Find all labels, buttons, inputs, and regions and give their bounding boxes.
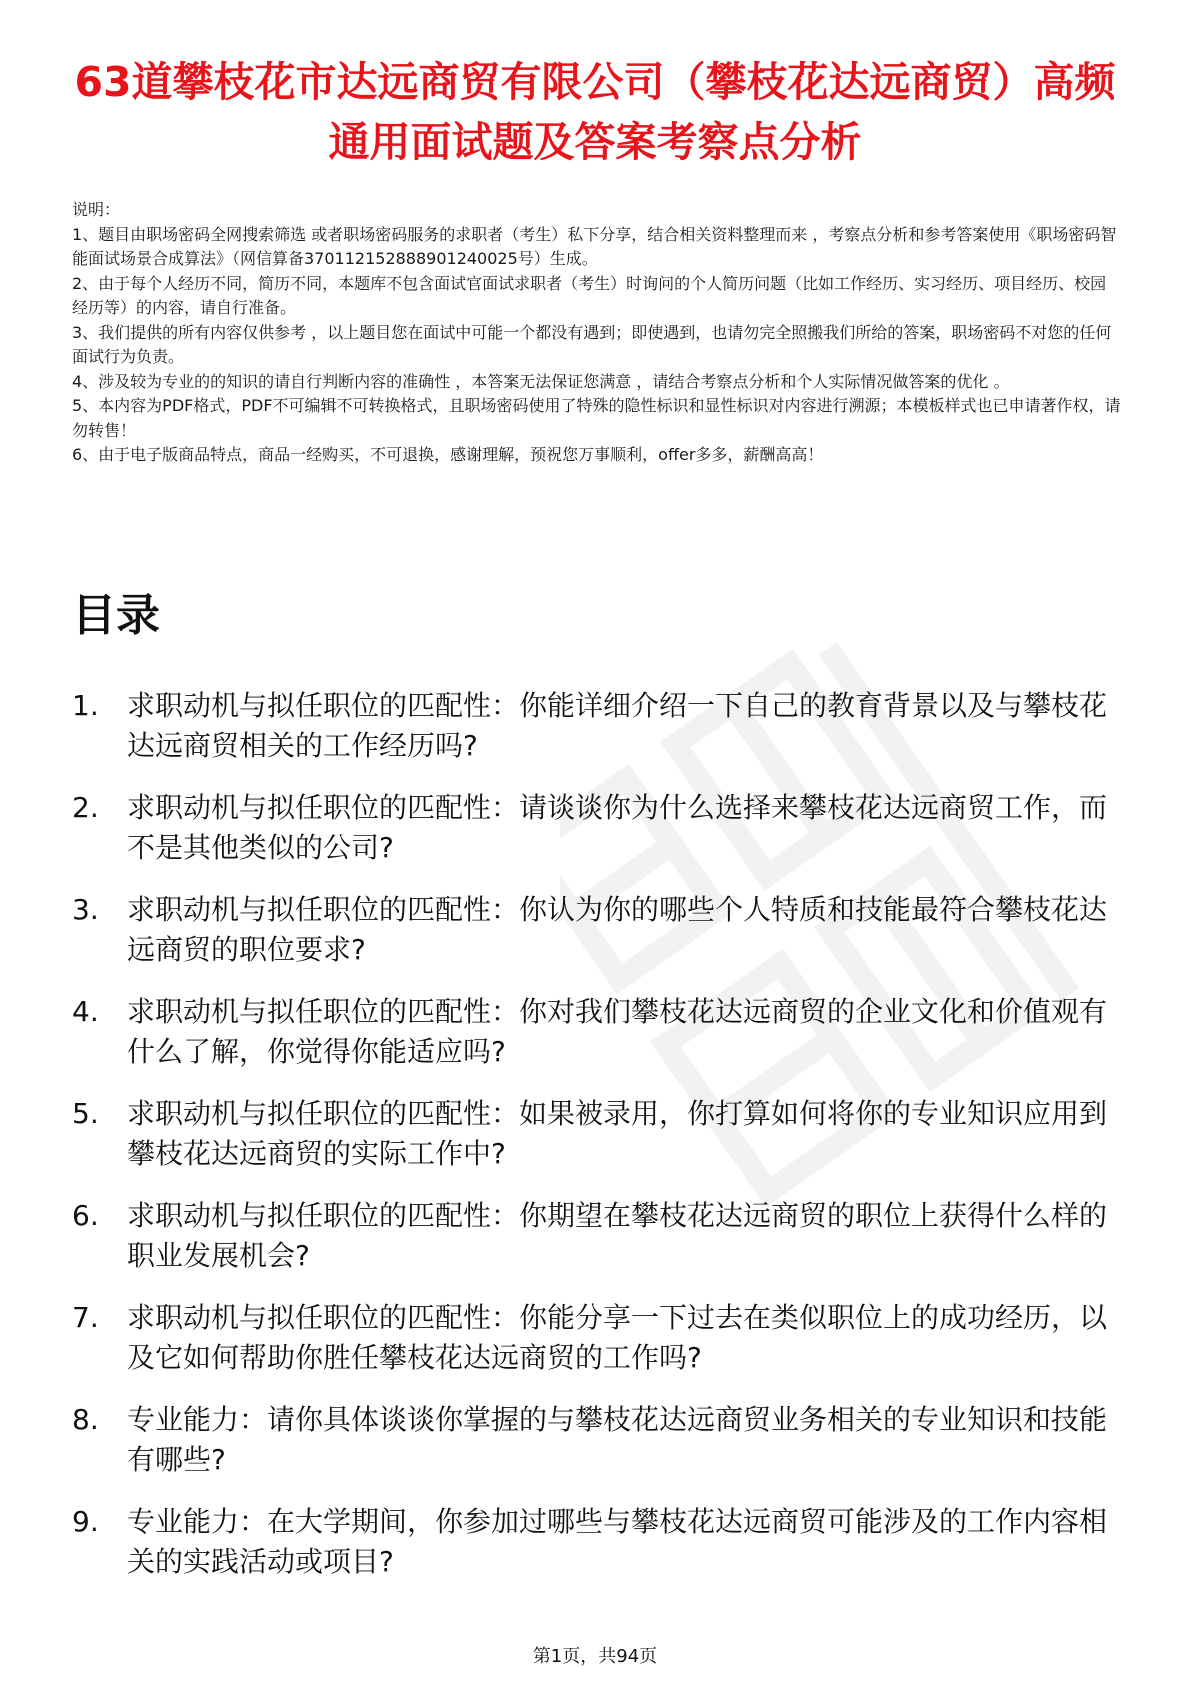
- note-item: 3、我们提供的所有内容仅供参考 ，以上题目您在面试中可能一个都没有遇到；即使遇到，也请勿完全照搬我们所给的答案，职场密码不对您的任何面试行为负责。: [72, 322, 1112, 366]
- toc-item-number: 8.: [72, 1403, 99, 1436]
- toc-item-text: 求职动机与拟任职位的匹配性：你对我们攀枝花达远商贸的企业文化和价值观有什么了解，你觉得你能适应吗?: [127, 995, 1108, 1068]
- toc-item-text: 求职动机与拟任职位的匹配性：你期望在攀枝花达远商贸的职位上获得什么样的职业发展机会?: [127, 1199, 1108, 1272]
- toc-item-number: 2.: [72, 791, 99, 824]
- notes-label: 说明：: [72, 200, 121, 219]
- toc-item[interactable]: [72, 788, 1122, 868]
- page-footer: 第1页，共94页: [532, 1646, 658, 1667]
- toc-item-text: 求职动机与拟任职位的匹配性：你能详细介绍一下自己的教育背景以及与攀枝花达远商贸相关的工作经历吗?: [127, 689, 1108, 762]
- toc-item-text: 求职动机与拟任职位的匹配性：如果被录用，你打算如何将你的专业知识应用到攀枝花达远商贸的实际工作中?: [127, 1097, 1108, 1170]
- note-item: 2、由于每个人经历不同，简历不同，本题库不包含面试官面试求职者（考生）时询问的个人简历问题（比如工作经历、实习经历、项目经历、校园经历等）的内容，请自行准备。: [72, 273, 1107, 317]
- toc-item-text: 专业能力：请你具体谈谈你掌握的与攀枝花达远商贸业务相关的专业知识和技能有哪些?: [127, 1403, 1108, 1476]
- toc-list: [72, 686, 1122, 1604]
- notes-section: [72, 198, 1122, 468]
- toc-item[interactable]: [72, 1400, 1122, 1480]
- note-item: 5、本内容为PDF格式，PDF不可编辑不可转换格式，且职场密码使用了特殊的隐性标识和显性标识对内容进行溯源；本模板样式也已申请著作权，请勿转售！: [72, 396, 1121, 440]
- note-item: 1、题目由职场密码全网搜索筛选 或者职场密码服务的求职者（考生）私下分享，结合相关资料整理而来 ，考察点分析和参考答案使用《职场密码智能面试场景合成算法》（网信算备370112152888901240025号）生成。: [72, 224, 1117, 268]
- toc-item-number: 9.: [72, 1505, 99, 1538]
- toc-item[interactable]: [72, 992, 1122, 1072]
- toc-item[interactable]: [72, 890, 1122, 970]
- toc-item-number: 7.: [72, 1301, 99, 1334]
- toc-item[interactable]: [72, 1196, 1122, 1276]
- toc-item[interactable]: [72, 1094, 1122, 1174]
- toc-item-text: 求职动机与拟任职位的匹配性：请谈谈你为什么选择来攀枝花达远商贸工作，而不是其他类似的公司?: [127, 791, 1108, 864]
- toc-item[interactable]: [72, 1298, 1122, 1378]
- toc-heading: 目录: [72, 590, 160, 641]
- note-item: 6、由于电子版商品特点，商品一经购买，不可退换，感谢理解，预祝您万事顺利，offer多多，薪酬高高！: [72, 445, 824, 464]
- toc-item-text: 专业能力：在大学期间，你参加过哪些与攀枝花达远商贸可能涉及的工作内容相关的实践活动或项目?: [127, 1505, 1108, 1578]
- toc-item-number: 4.: [72, 995, 99, 1028]
- toc-item-number: 6.: [72, 1199, 99, 1232]
- note-item: 4、涉及较为专业的的知识的请自行判断内容的准确性 ，本答案无法保证您满意 ，请结合考察点分析和个人实际情况做答案的优化 。: [72, 371, 1010, 391]
- toc-item[interactable]: [72, 1502, 1122, 1582]
- toc-item-text: 求职动机与拟任职位的匹配性：你认为你的哪些个人特质和技能最符合攀枝花达远商贸的职位要求?: [127, 893, 1108, 966]
- toc-item[interactable]: [72, 686, 1122, 766]
- toc-item-number: 1.: [72, 689, 99, 722]
- toc-item-text: 求职动机与拟任职位的匹配性：你能分享一下过去在类似职位上的成功经历，以及它如何帮助你胜任攀枝花达远商贸的工作吗?: [127, 1301, 1108, 1374]
- document-title: 63道攀枝花市达远商贸有限公司（攀枝花达远商贸）高频通用面试题及答案考察点分析: [74, 58, 1116, 166]
- toc-item-number: 3.: [72, 893, 99, 926]
- toc-item-number: 5.: [72, 1097, 99, 1130]
